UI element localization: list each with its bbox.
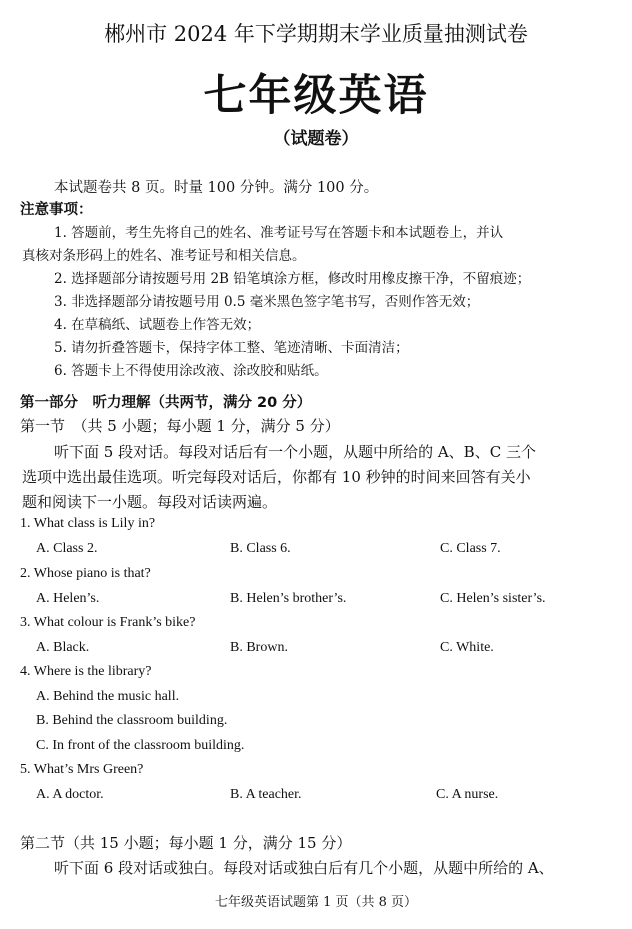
intro-text: 本试题卷共 8 页。时量 100 分钟。满分 100 分。 — [54, 180, 379, 196]
option-b: B. Behind the classroom building. — [36, 713, 228, 728]
notice-item: 4. 在草稿纸、试题卷上作答无效； — [54, 317, 261, 333]
option-b: B. Class 6. — [230, 541, 291, 556]
option-a: A. A doctor. — [36, 787, 104, 802]
question-stem: 5. What’s Mrs Green? — [20, 762, 144, 777]
option-b: B. Brown. — [230, 640, 288, 655]
question-stem: 4. Where is the library? — [20, 664, 152, 679]
section1-directions: 听下面 5 段对话。每段对话后有一个小题，从题中所给的 A、B、C 三个 — [54, 443, 536, 461]
option-a: A. Black. — [36, 640, 90, 655]
notice-item: 5. 请勿折叠答题卡，保持字体工整、笔迹清晰、卡面清洁； — [54, 340, 409, 356]
notice-item: 3. 非选择题部分请按题号用 0.5 毫米黑色签字笔书写，否则作答无效； — [54, 294, 480, 310]
notice-item: 1. 答题前，考生先将自己的姓名、准考证号写在答题卡和本试题卷上，并认 — [54, 225, 504, 241]
sub-title: （试题卷） — [273, 129, 359, 149]
question-stem: 1. What class is Lily in? — [20, 516, 156, 531]
option-a: A. Class 2. — [36, 541, 98, 556]
option-c: C. In front of the classroom building. — [36, 738, 245, 753]
question-stem: 3. What colour is Frank’s bike? — [20, 615, 196, 630]
section1-heading: 第一节 （共 5 小题；每小题 1 分，满分 5 分） — [20, 417, 340, 435]
section2-heading: 第二节（共 15 小题；每小题 1 分，满分 15 分） — [20, 834, 352, 852]
question-stem: 2. Whose piano is that? — [20, 566, 151, 581]
option-c: C. Helen’s sister’s. — [440, 591, 546, 606]
part1-heading: 第一部分 听力理解（共两节，满分 20 分） — [20, 395, 312, 411]
page-footer: 七年级英语试题第 1 页（共 8 页） — [214, 895, 418, 910]
exam-title: 郴州市 2024 年下学期期末学业质量抽测试卷 — [104, 22, 528, 46]
section1-directions: 选项中选出最佳选项。听完每段对话后，你都有 10 秒钟的时间来回答有关小 — [22, 468, 531, 486]
option-c: C. A nurse. — [436, 787, 499, 802]
option-b: B. Helen’s brother’s. — [230, 591, 347, 606]
notice-item: 2. 选择题部分请按题号用 2B 铅笔填涂方框，修改时用橡皮擦干净，不留痕迹； — [54, 271, 531, 287]
option-c: C. Class 7. — [440, 541, 501, 556]
main-title: 七年级英语 — [203, 71, 429, 121]
notice-heading: 注意事项： — [20, 202, 93, 218]
notice-item: 真核对条形码上的姓名、准考证号和相关信息。 — [22, 248, 306, 264]
option-a: A. Behind the music hall. — [36, 689, 180, 704]
notice-item: 6. 答题卡上不得使用涂改液、涂改胶和贴纸。 — [54, 363, 328, 379]
option-c: C. White. — [440, 640, 494, 655]
option-b: B. A teacher. — [230, 787, 302, 802]
option-a: A. Helen’s. — [36, 591, 100, 606]
section2-directions: 听下面 6 段对话或独白。每段对话或独白后有几个小题，从题中所给的 A、 — [54, 859, 554, 877]
section1-directions: 题和阅读下一小题。每段对话读两遍。 — [22, 493, 278, 511]
